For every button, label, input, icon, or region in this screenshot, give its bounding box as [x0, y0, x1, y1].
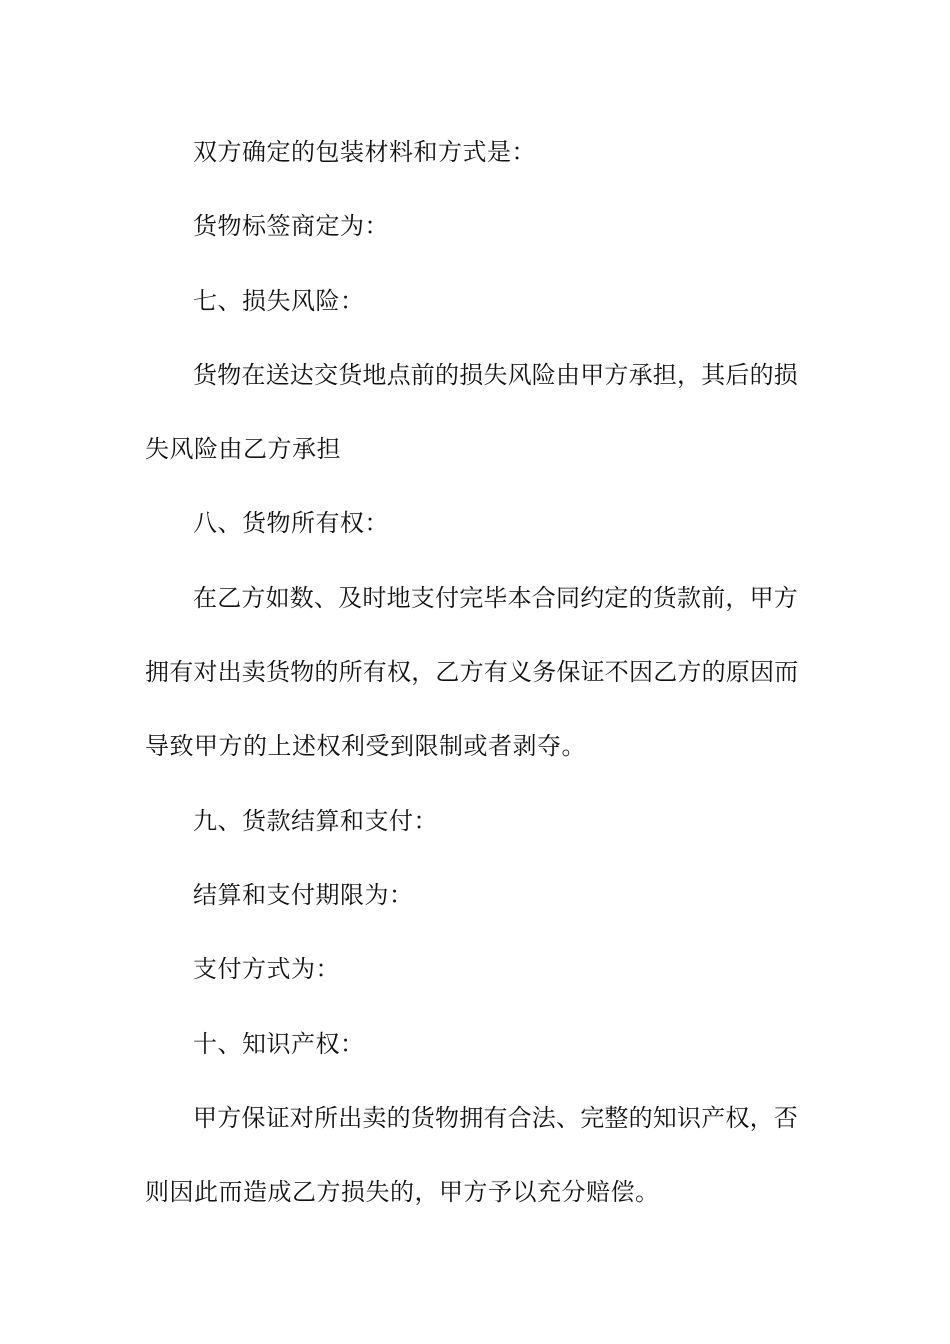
ip-paragraph-line-2: 则因此而造成乙方损失的，甲方予以充分赔偿。 — [145, 1178, 660, 1206]
ownership-paragraph-line-1: 在乙方如数、及时地支付完毕本合同约定的货款前，甲方 — [193, 584, 798, 612]
payment-method-line: 支付方式为： — [193, 955, 340, 983]
label-line: 货物标签商定为： — [193, 212, 389, 240]
risk-paragraph-line-1: 货物在送达交货地点前的损失风险由甲方承担，其后的损 — [193, 361, 798, 389]
ip-paragraph-line-1: 甲方保证对所出卖的货物拥有合法、完整的知识产权，否 — [193, 1104, 798, 1132]
packaging-line: 双方确定的包装材料和方式是： — [193, 138, 536, 166]
section-9-heading: 九、货款结算和支付： — [193, 807, 438, 835]
risk-paragraph-line-2: 失风险由乙方承担 — [145, 435, 341, 463]
section-10-heading: 十、知识产权： — [193, 1030, 365, 1058]
ownership-paragraph-line-3: 导致甲方的上述权利受到限制或者剥夺。 — [145, 732, 586, 760]
section-7-heading: 七、损失风险： — [193, 287, 365, 315]
payment-term-line: 结算和支付期限为： — [193, 881, 414, 909]
ownership-paragraph-line-2: 拥有对出卖货物的所有权，乙方有义务保证不因乙方的原因而 — [145, 658, 799, 686]
section-8-heading: 八、货物所有权： — [193, 509, 389, 537]
